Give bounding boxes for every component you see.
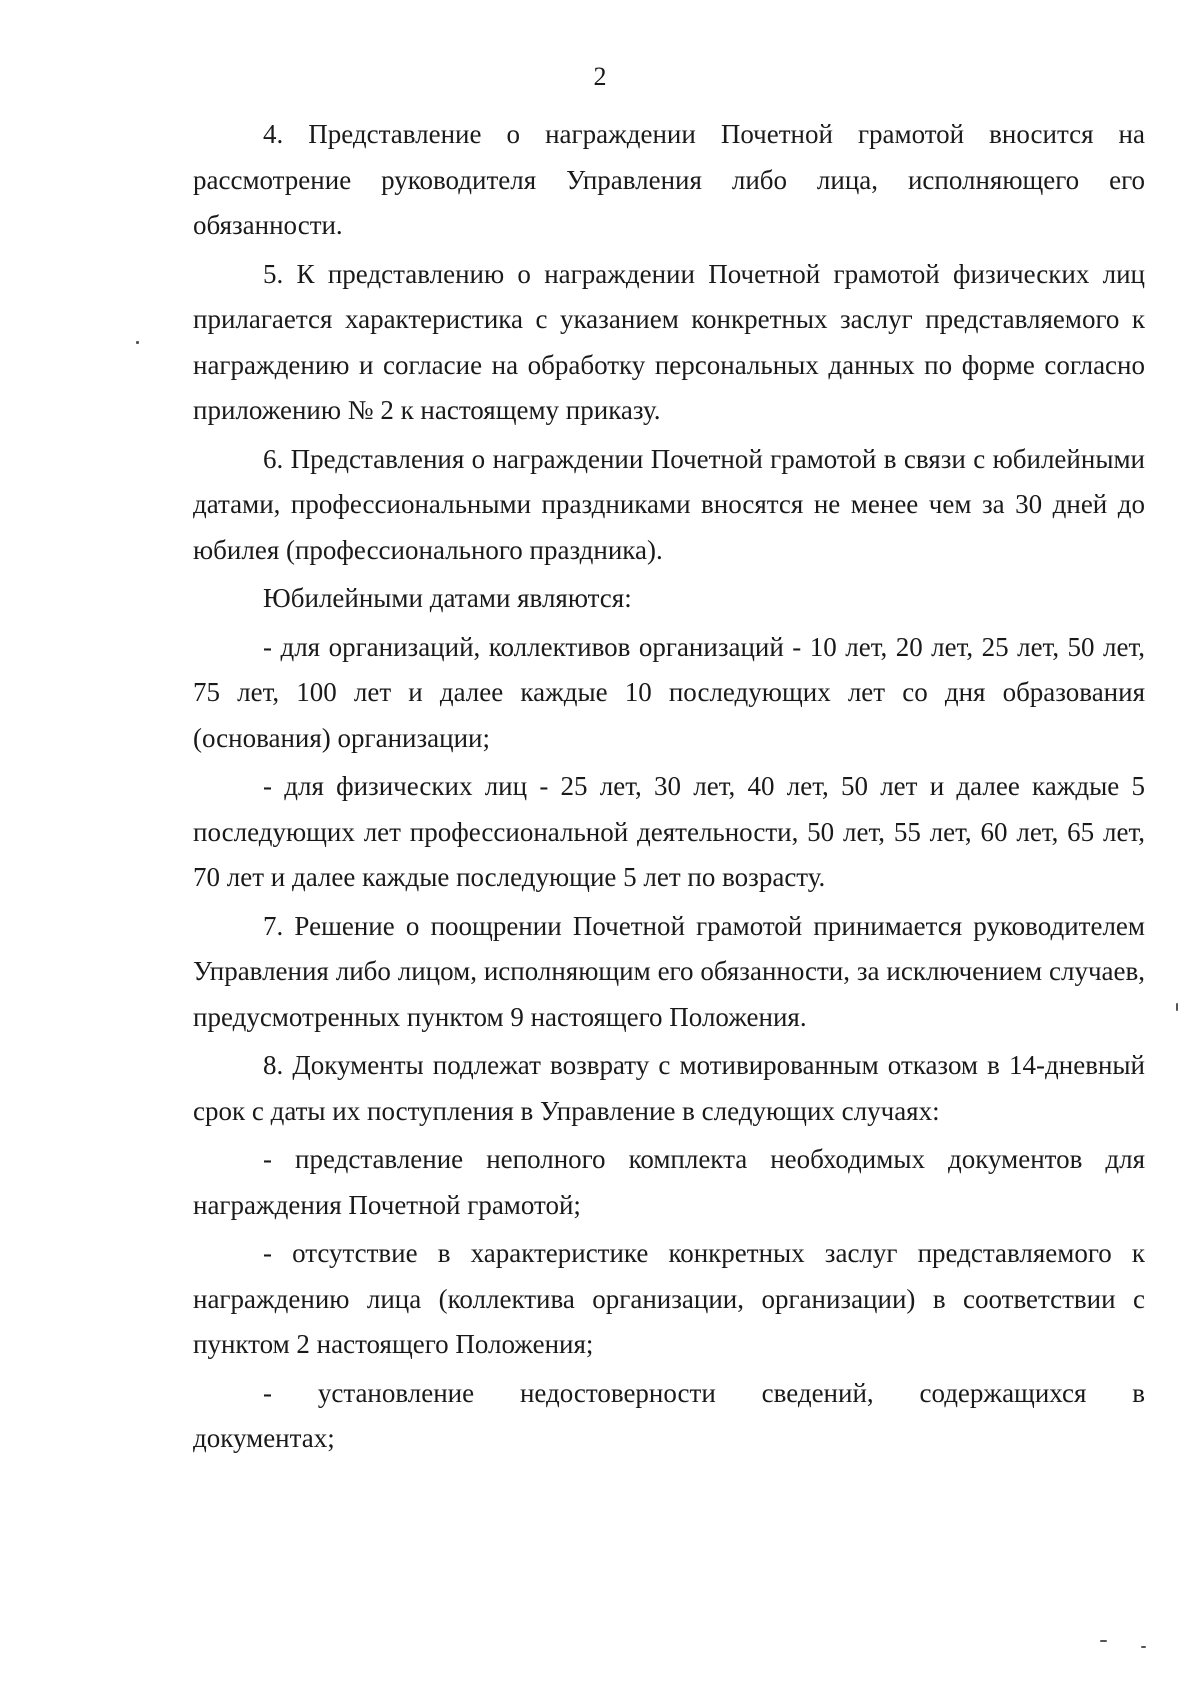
scan-speck: [1176, 1003, 1178, 1011]
paragraph-jubilee-organizations: - для организаций, коллективов организаций - 10 лет, 20 лет, 25 лет, 50 лет, 75 лет, 100 лет и далее каждые 10 последующих лет со дня образования (основания) организации;: [193, 631, 1145, 753]
paragraph-return-incomplete: - представление неполного комплекта необходимых документов для награждения Почетной грамотой;: [193, 1144, 1145, 1220]
paragraph-item-8: 8. Документы подлежат возврату с мотивированным отказом в 14-дневный срок с даты их поступления в Управление в следующих случаях:: [193, 1050, 1145, 1126]
paragraph-return-unreliable: - установление недостоверности сведений, содержащихся в: [263, 1377, 1145, 1408]
scan-speck: [1100, 1640, 1107, 1642]
paragraph-return-unreliable-tail: документах;: [193, 1423, 335, 1453]
scan-speck: [136, 341, 139, 344]
paragraph-item-5: 5. К представлению о награждении Почетной грамотой физических лиц прилагается характеристика с указанием конкретных заслуг представляемого к награждению и согласие на обработку персональных данных по форме согласно приложению № 2 к настоящему приказу.: [193, 258, 1145, 425]
paragraph-item-6: 6. Представления о награждении Почетной грамотой в связи с юбилейными датами, профессиональными праздниками вносятся не менее чем за 30 дней до юбилея (профессионального праздника).: [193, 443, 1145, 565]
paragraph-item-4: 4. Представление о награждении Почетной грамотой вносится на рассмотрение руководителя Управления либо лица, исполняющего его обязанности.: [193, 119, 1145, 240]
document-body: [193, 112, 1145, 1465]
scan-speck: [1141, 1646, 1146, 1648]
paragraph-return-no-merits: - отсутствие в характеристике конкретных заслуг представляемого к награждению лица (коллектива организации, организации) в соответствии с пунктом 2 настоящего Положения;: [193, 1238, 1145, 1359]
paragraph-item-7: 7. Решение о поощрении Почетной грамотой принимается руководителем Управления либо лицом, исполняющим его обязанности, за исключением случаев, предусмотренных пунктом 9 настоящего Положения.: [193, 910, 1145, 1032]
page-number: 2: [593, 62, 607, 91]
paragraph-jubilee-intro: Юбилейными датами являются:: [263, 583, 632, 613]
paragraph-jubilee-individuals: - для физических лиц - 25 лет, 30 лет, 40 лет, 50 лет и далее каждые 5 последующих лет профессиональной деятельности, 50 лет, 55 лет, 60 лет, 65 лет, 70 лет и далее каждые последующие 5 лет по возрасту.: [193, 771, 1145, 892]
